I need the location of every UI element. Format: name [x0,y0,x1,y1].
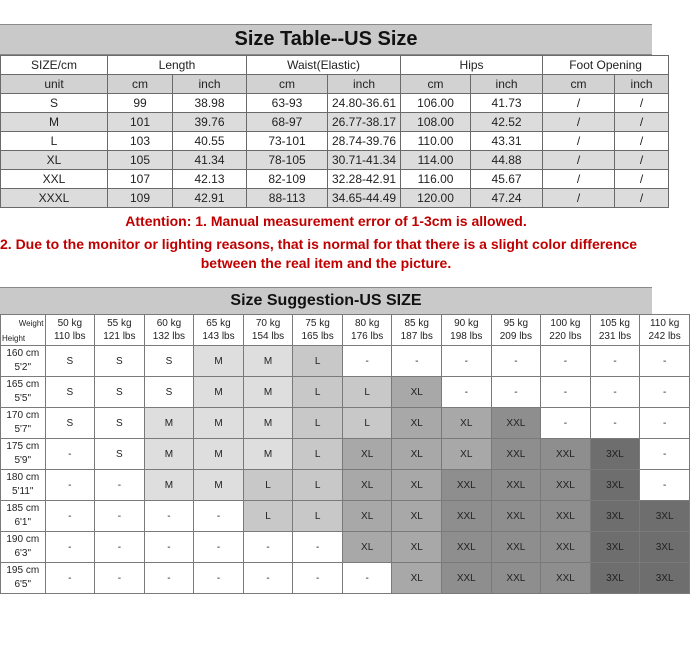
weight-kg: 65 kg [206,318,231,329]
weight-lbs: 242 lbs [648,331,681,342]
size-suggestion-cell: - [45,532,95,563]
size-row [1,189,669,208]
height-ft: 5'5" [14,393,32,404]
weight-kg: 85 kg [404,318,429,329]
size-suggestion-cell: - [442,377,492,408]
size-suggestion-cell: - [45,563,95,594]
size-value: 26.77-38.17 [328,113,401,132]
header-size: SIZE/cm [1,56,108,75]
size-value: 120.00 [401,189,471,208]
size-suggestion-cell: XL [342,470,392,501]
weight-kg: 55 kg [107,318,132,329]
weight-kg: 50 kg [57,318,83,329]
size-suggestion-cell: XXL [491,408,541,439]
height-cm: 195 cm [6,565,40,576]
height-header [1,377,46,408]
size-suggestion-cell: - [144,501,194,532]
size-table-body [1,94,669,208]
size-table-title: Size Table--US Size [0,24,652,55]
size-suggestion-cell: 3XL [590,532,640,563]
header-hips: Hips [401,56,543,75]
size-suggestion-cell: S [45,377,95,408]
size-suggestion-cell: XL [342,439,392,470]
size-value: 39.76 [173,113,247,132]
size-suggestion-cell: - [95,501,145,532]
size-value: / [615,170,669,189]
size-value: 24.80-36.61 [328,94,401,113]
weight-header [293,315,343,346]
size-suggestion-cell: XXL [442,563,492,594]
weight-lbs: 209 lbs [499,331,532,342]
size-value: 41.34 [173,151,247,170]
size-value: 30.71-41.34 [328,151,401,170]
size-suggestion-cell: XXL [541,470,591,501]
size-suggestion-cell: - [590,346,640,377]
height-ft: 5'9" [14,455,32,466]
size-suggestion-cell: XXL [442,532,492,563]
size-value: / [543,170,615,189]
size-suggestion-cell: - [491,346,541,377]
size-suggestion-cell: XL [392,501,442,532]
size-label: XL [1,151,108,170]
size-suggestion-cell: 3XL [640,563,690,594]
weight-kg: 75 kg [305,318,330,329]
size-suggestion-cell: 3XL [590,470,640,501]
weight-lbs: 132 lbs [152,331,186,342]
weight-lbs: 154 lbs [251,331,285,342]
weight-kg: 90 kg [454,318,479,329]
height-row [1,501,690,532]
weight-lbs: 110 lbs [54,331,86,342]
size-suggestion-cell: XL [442,408,492,439]
size-value: / [543,94,615,113]
weight-lbs: 121 lbs [103,331,136,342]
weight-header [243,315,293,346]
size-suggestion-cell: - [95,470,145,501]
weight-kg: 80 kg [354,318,380,329]
size-suggestion-cell: M [194,377,244,408]
height-cm: 170 cm [6,410,40,421]
size-suggestion-cell: L [243,470,293,501]
height-ft: 6'5" [14,579,32,590]
header-foot-opening: Foot Opening [543,56,669,75]
height-cm: 175 cm [6,441,40,452]
size-suggestion-cell: XL [392,563,442,594]
weight-lbs: 165 lbs [301,331,334,342]
size-suggestion-cell: 3XL [590,439,640,470]
size-suggestion-cell: 3XL [590,563,640,594]
size-suggestion-cell: - [640,377,690,408]
header-waist: Waist(Elastic) [247,56,401,75]
size-table [0,55,669,208]
size-suggestion-cell: - [45,470,95,501]
size-suggestion-cell: S [95,346,145,377]
size-value: 42.13 [173,170,247,189]
height-row [1,346,690,377]
height-cm: 160 cm [6,348,40,359]
attention-line-3: between the real item and the picture. [200,255,452,271]
size-value: / [543,189,615,208]
size-value: 116.00 [401,170,471,189]
size-suggestion-cell: XL [342,501,392,532]
size-row [1,94,669,113]
size-value: 73-101 [247,132,328,151]
size-value: 105 [108,151,173,170]
size-suggestion-cell: - [442,346,492,377]
size-suggestion-cell: XXL [541,532,591,563]
size-suggestion-cell: S [95,377,145,408]
size-value: 68-97 [247,113,328,132]
size-suggestion-cell: - [194,501,244,532]
height-row [1,439,690,470]
size-suggestion-cell: XL [342,532,392,563]
size-value: 78-105 [247,151,328,170]
size-value: 28.74-39.76 [328,132,401,151]
size-value: 34.65-44.49 [328,189,401,208]
unit-cell: cm [247,75,328,94]
size-suggestion-cell: - [243,532,293,563]
size-suggestion-cell: S [95,408,145,439]
size-value: 88-113 [247,189,328,208]
height-cm: 165 cm [6,379,40,390]
size-suggestion-cell: M [194,346,244,377]
unit-cell: cm [108,75,173,94]
size-value: / [615,189,669,208]
size-label: L [1,132,108,151]
size-suggestion-cell: M [243,346,293,377]
height-cm: 190 cm [6,534,40,545]
size-value: 47.24 [471,189,543,208]
size-suggestion-cell: L [293,470,343,501]
height-row [1,377,690,408]
unit-cell: inch [173,75,247,94]
height-ft: 5'2" [14,362,32,373]
corner-height-label: Height [2,334,26,343]
size-suggestion-cell: - [491,377,541,408]
weight-header [95,315,145,346]
size-suggestion-cell: L [293,501,343,532]
height-header [1,563,46,594]
size-value: 101 [108,113,173,132]
size-suggestion-cell: XXL [491,563,541,594]
size-row [1,113,669,132]
size-row [1,151,669,170]
size-value: 103 [108,132,173,151]
size-value: 40.55 [173,132,247,151]
size-suggestion-cell: XXL [491,532,541,563]
size-suggestion-cell: XL [392,377,442,408]
size-suggestion-cell: XXL [491,470,541,501]
size-suggestion-cell: M [194,439,244,470]
height-row [1,408,690,439]
size-suggestion-table [0,314,690,594]
size-value: 63-93 [247,94,328,113]
weight-lbs: 198 lbs [450,331,483,342]
size-suggestion-cell: XL [392,532,442,563]
size-suggestion-cell: L [293,377,343,408]
weight-header [491,315,541,346]
height-ft: 6'1" [14,517,32,528]
height-header [1,532,46,563]
weight-header [342,315,392,346]
height-cm: 185 cm [6,503,40,514]
weight-kg: 95 kg [503,318,529,329]
size-value: / [543,113,615,132]
size-table-header-row [1,56,669,75]
size-suggestion-cell: M [144,470,194,501]
size-suggestion-cell: - [590,408,640,439]
size-suggestion-cell: - [342,563,392,594]
corner-weight-label: Weight [18,319,44,328]
height-row [1,470,690,501]
size-value: 109 [108,189,173,208]
unit-cell: cm [401,75,471,94]
size-suggestion-cell: M [243,377,293,408]
size-value: 32.28-42.91 [328,170,401,189]
size-suggestion-cell: XXL [442,501,492,532]
height-cm: 180 cm [6,472,40,483]
size-suggestion-cell: 3XL [640,501,690,532]
size-suggestion-cell: M [243,439,293,470]
height-header [1,501,46,532]
height-row [1,563,690,594]
size-suggestion-cell: - [194,532,244,563]
unit-cell: inch [328,75,401,94]
attention-line-1: Attention: 1. Manual measurement error of 1-3cm is allowed. [125,213,527,229]
size-suggestion-cell: XL [392,470,442,501]
size-value: 42.91 [173,189,247,208]
height-header [1,346,46,377]
size-suggestion-cell: L [342,408,392,439]
height-ft: 5'11" [12,486,34,497]
size-suggestion-cell: 3XL [640,532,690,563]
height-ft: 5'7" [14,424,32,435]
size-suggestion-cell: - [144,563,194,594]
size-suggestion-cell: XXL [541,563,591,594]
size-row [1,132,669,151]
size-label: S [1,94,108,113]
size-suggestion-cell: L [293,346,343,377]
size-value: 114.00 [401,151,471,170]
size-suggestion-cell: - [640,470,690,501]
size-suggestion-cell: - [590,377,640,408]
size-value: 108.00 [401,113,471,132]
weight-header [640,315,690,346]
size-suggestion-cell: S [45,408,95,439]
size-suggestion-cell: - [640,408,690,439]
size-suggestion-cell: - [541,408,591,439]
size-value: 82-109 [247,170,328,189]
size-suggestion-cell: S [95,439,145,470]
size-value: / [615,94,669,113]
unit-cell: inch [615,75,669,94]
unit-cell: inch [471,75,543,94]
weight-kg: 60 kg [156,318,182,329]
size-value: / [543,132,615,151]
size-value: 106.00 [401,94,471,113]
size-suggestion-cell: 3XL [590,501,640,532]
size-suggestion-cell: XL [392,408,442,439]
size-suggestion-cell: L [293,408,343,439]
size-suggestion-cell: XXL [491,439,541,470]
size-suggestion-cell: M [194,408,244,439]
size-suggestion-cell: XXL [491,501,541,532]
weight-kg: 110 kg [649,318,680,329]
size-suggestion-cell: XXL [442,470,492,501]
size-suggestion-cell: - [640,439,690,470]
weight-kg: 100 kg [550,318,581,329]
height-header [1,439,46,470]
size-value: 110.00 [401,132,471,151]
size-suggestion-cell: - [144,532,194,563]
attention-line-2: 2. Due to the monitor or lighting reasons, that is normal for that there is a slight color difference [0,236,638,252]
weight-header [442,315,492,346]
size-value: 107 [108,170,173,189]
weight-lbs: 143 lbs [202,331,235,342]
size-suggestion-cell: S [144,377,194,408]
size-value: / [615,132,669,151]
size-suggestion-cell: L [342,377,392,408]
size-value: 41.73 [471,94,543,113]
size-suggestion-cell: - [95,563,145,594]
weight-lbs: 231 lbs [598,331,632,342]
size-suggestion-section [0,287,681,594]
weight-kg: 105 kg [599,318,630,329]
size-table-unit-row [1,75,669,94]
size-suggestion-body [1,346,690,594]
corner-cell [1,315,46,346]
weight-header-row [1,315,690,346]
size-suggestion-cell: L [293,439,343,470]
size-value: 43.31 [471,132,543,151]
size-value: / [543,151,615,170]
weight-lbs: 176 lbs [351,331,384,342]
height-row [1,532,690,563]
size-suggestion-cell: L [243,501,293,532]
height-header [1,408,46,439]
size-suggestion-cell: - [541,377,591,408]
size-suggestion-cell: - [293,532,343,563]
size-value: 44.88 [471,151,543,170]
size-suggestion-cell: - [640,346,690,377]
size-suggestion-cell: - [392,346,442,377]
size-suggestion-title: Size Suggestion-US SIZE [0,287,652,314]
unit-cell: cm [543,75,615,94]
size-suggestion-cell: XL [392,439,442,470]
weight-kg: 70 kg [255,318,281,329]
weight-header [194,315,244,346]
size-suggestion-cell: - [541,346,591,377]
size-value: 45.67 [471,170,543,189]
size-label: M [1,113,108,132]
size-value: / [615,151,669,170]
height-header [1,470,46,501]
size-suggestion-cell: - [45,439,95,470]
weight-lbs: 187 lbs [400,331,433,342]
size-table-section [0,24,652,208]
size-suggestion-cell: - [45,501,95,532]
weight-header [392,315,442,346]
weight-header [144,315,194,346]
size-value: 42.52 [471,113,543,132]
size-value: / [615,113,669,132]
weight-lbs: 220 lbs [549,331,582,342]
size-label: XXXL [1,189,108,208]
size-value: 38.98 [173,94,247,113]
size-suggestion-cell: XL [442,439,492,470]
size-suggestion-cell: S [45,346,95,377]
unit-cell: unit [1,75,108,94]
size-suggestion-cell: S [144,346,194,377]
weight-header [590,315,640,346]
size-suggestion-cell: M [243,408,293,439]
size-suggestion-cell: - [243,563,293,594]
size-row [1,170,669,189]
size-suggestion-cell: M [194,470,244,501]
size-label: XXL [1,170,108,189]
header-length: Length [108,56,247,75]
size-value: 99 [108,94,173,113]
size-suggestion-cell: XXL [541,439,591,470]
size-suggestion-cell: - [95,532,145,563]
size-suggestion-cell: XXL [541,501,591,532]
height-ft: 6'3" [14,548,32,559]
weight-header [541,315,591,346]
size-suggestion-cell: - [342,346,392,377]
size-suggestion-cell: - [293,563,343,594]
size-suggestion-cell: M [144,408,194,439]
size-suggestion-cell: M [144,439,194,470]
size-suggestion-cell: - [194,563,244,594]
weight-header [45,315,95,346]
